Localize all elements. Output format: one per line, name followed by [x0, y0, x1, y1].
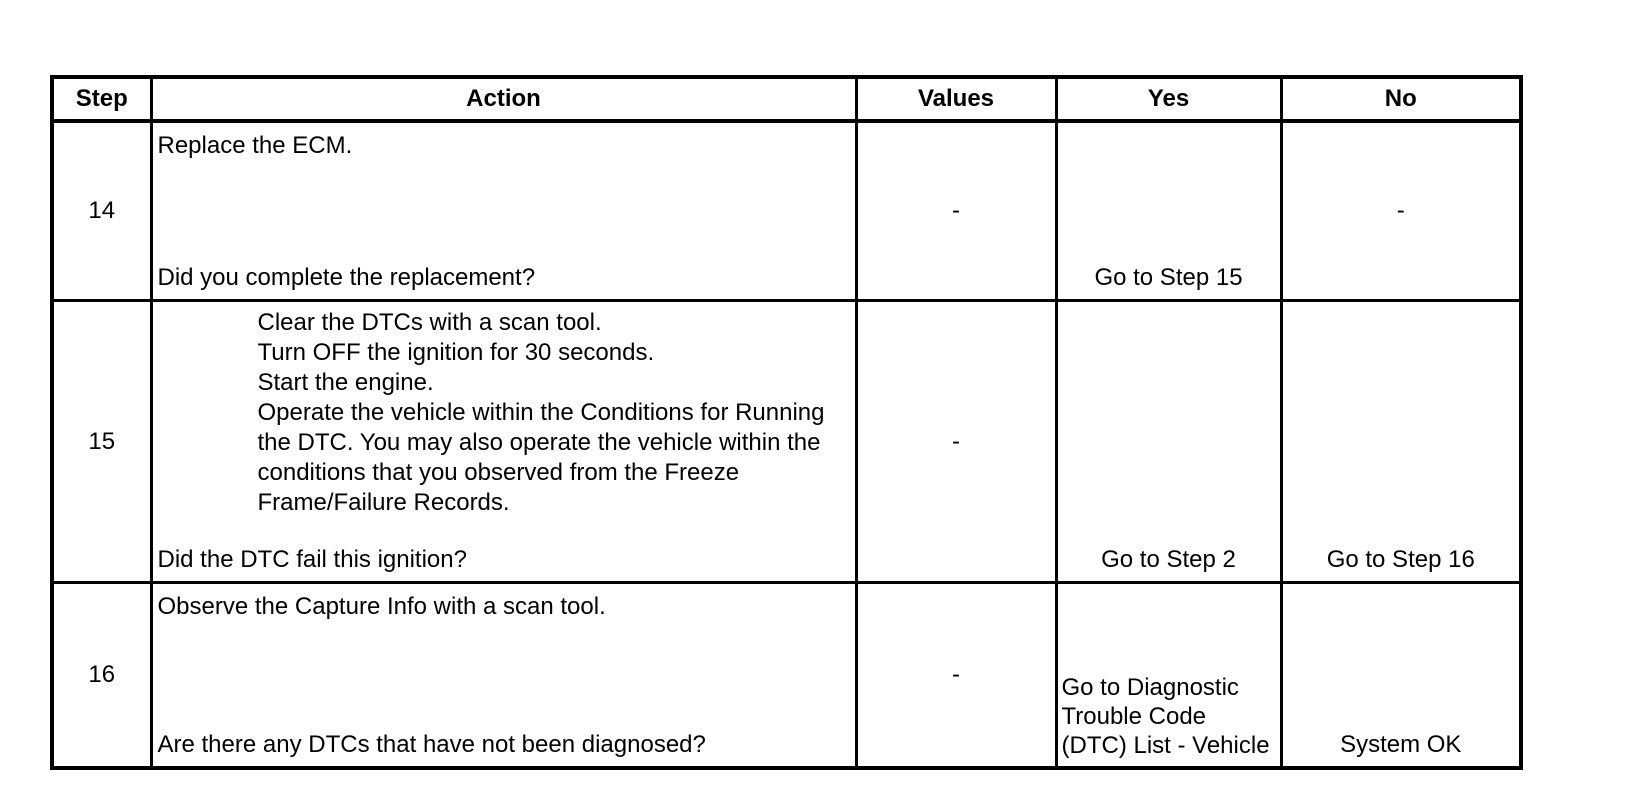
- action-step: Start the engine.: [257, 369, 434, 396]
- action-question: Did you complete the replacement?: [157, 264, 536, 291]
- action-cell: [151, 583, 856, 769]
- values-cell: -: [856, 583, 1056, 769]
- table-row: [52, 301, 1521, 583]
- header-row: [52, 77, 1521, 121]
- action-step: Turn OFF the ignition for 30 seconds.: [257, 339, 655, 366]
- action-question: Did the DTC fail this ignition?: [157, 546, 467, 573]
- yes-answer: Go to Step 2: [1101, 546, 1236, 573]
- yes-cell: [1056, 583, 1281, 769]
- yes-cell: [1056, 301, 1281, 583]
- no-answer: System OK: [1340, 731, 1462, 758]
- no-cell: [1281, 583, 1521, 769]
- yes-answer: Go to Diagnostic Trouble Code (DTC) List - Vehicle: [1061, 674, 1270, 759]
- action-text: Replace the ECM.: [157, 132, 353, 159]
- action-steps-list: [258, 308, 845, 518]
- no-cell: -: [1281, 121, 1521, 301]
- header-values: Values: [856, 77, 1056, 121]
- no-cell: [1281, 301, 1521, 583]
- step-number: 14: [52, 121, 151, 301]
- yes-answer: Go to Step 15: [1094, 264, 1243, 291]
- step-number: 16: [52, 583, 151, 769]
- yes-cell: [1056, 121, 1281, 301]
- table-row: [52, 583, 1521, 769]
- header-no: No: [1281, 77, 1521, 121]
- action-text: Observe the Capture Info with a scan tool.: [157, 593, 606, 620]
- action-cell: [151, 121, 856, 301]
- values-cell: -: [856, 301, 1056, 583]
- diagnostic-table: [50, 75, 1523, 770]
- action-question: Are there any DTCs that have not been diagnosed?: [157, 731, 706, 758]
- no-answer: Go to Step 16: [1326, 546, 1475, 573]
- table-row: [52, 121, 1521, 301]
- step-number: 15: [52, 301, 151, 583]
- action-cell: [151, 301, 856, 583]
- header-yes: Yes: [1056, 77, 1281, 121]
- header-step: Step: [52, 77, 151, 121]
- action-step: Operate the vehicle within the Conditions for Running the DTC. You may also operate the vehicle within the conditions that you observed from the Freeze Frame/Failure Records.: [257, 399, 825, 516]
- header-action: Action: [151, 77, 856, 121]
- action-step: Clear the DTCs with a scan tool.: [257, 309, 602, 336]
- values-cell: -: [856, 121, 1056, 301]
